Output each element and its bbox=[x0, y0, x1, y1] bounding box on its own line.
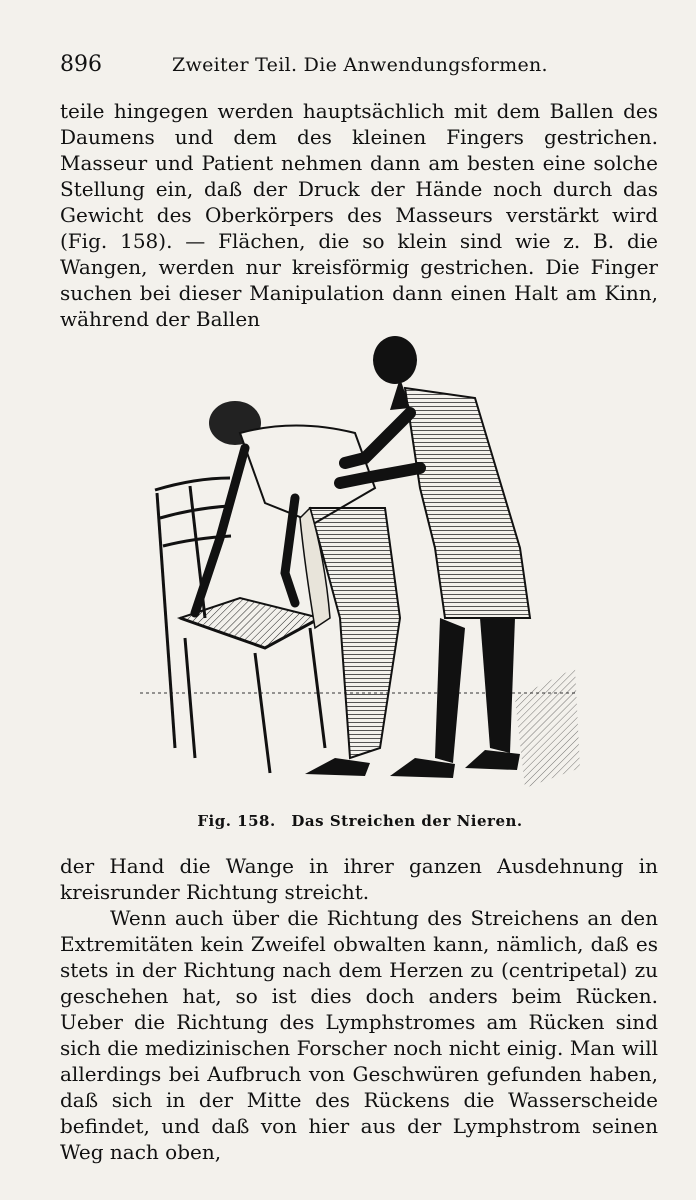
page-header bbox=[60, 50, 660, 80]
figure-illustration bbox=[135, 318, 585, 808]
paragraph: Wenn auch über die Richtung des Streichens an den Extremitäten kein Zweifel obwalten kann, nämlich, daß es stets in der Richtung nach dem Herzen zu (centripetal) zu geschehen hat, so ist dies doch anders beim Rücken. Ueber die Richtung des Lymphstromes am Rücken sind sich die medizinischen Forscher noch nicht einig. Man will allerdings bei Aufbruch von Geschwüren gefunden haben, daß sich in der Mitte des Rückens die Wasserscheide befindet, und daß von hier aus der Lymphstrom seinen Weg nach oben, bbox=[60, 906, 658, 1164]
figure-label: Fig. 158. bbox=[197, 812, 276, 830]
figure-caption-text: Das Streichen der Nieren. bbox=[291, 812, 523, 830]
paragraph: der Hand die Wange in ihrer ganzen Ausdehnung in kreisrunder Richtung streicht. bbox=[60, 854, 658, 904]
paragraph: teile hingegen werden hauptsächlich mit dem Ballen des Daumens und dem des kleinen Fingers gestrichen. Masseur und Patient nehmen dann am besten eine solche Stellung ein, daß der Druck der Hände noch durch das Gewicht des Oberkörpers des Masseurs verstärkt wird (Fig. 158). — Flächen, die so klein sind wie z. B. die Wangen, werden nur kreisförmig gestrichen. Die Finger suchen bei dieser Manipulation dann einen Halt am Kinn, während der Ballen bbox=[60, 99, 658, 331]
massage-engraving-icon bbox=[135, 318, 585, 808]
text-block-bottom bbox=[60, 853, 658, 1165]
running-head: Zweiter Teil. Die Anwendungsformen. bbox=[172, 54, 548, 76]
text-block-top bbox=[60, 98, 658, 332]
page-number: 896 bbox=[60, 52, 102, 77]
figure-caption bbox=[150, 812, 570, 830]
